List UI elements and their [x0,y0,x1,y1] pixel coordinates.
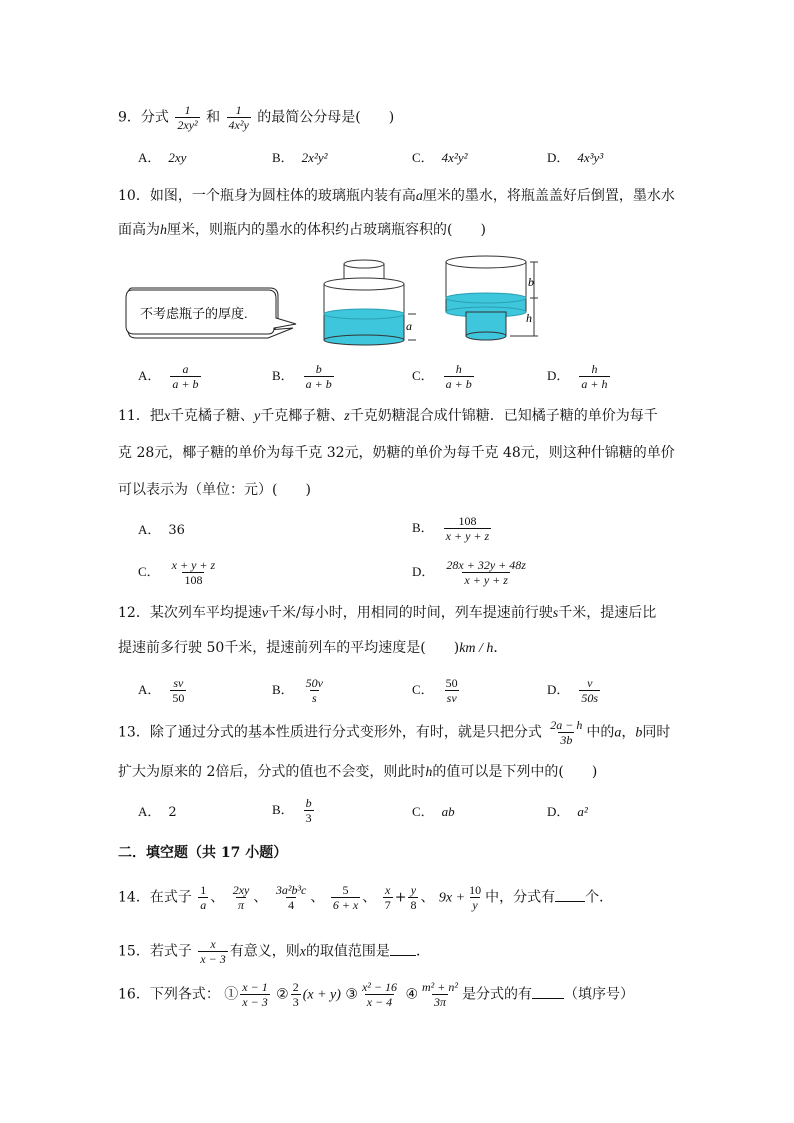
q10-bottle-figure [118,250,558,350]
svg-text:b: b [528,275,534,289]
q10-option-d[interactable]: D． $\frac{h}{a + h}$ [547,362,608,391]
q13-frac: $\frac{2a - h}{3b}$ [550,718,583,747]
q9-option-a[interactable]: A． 2xy [138,150,187,165]
q16-stem: 16．下列各式： ① $\frac{x - 1}{x - 3}$ ② $\frac{2}{3}$ (x + y) ③ $\frac{\text{x² − 16}}{x - 4}$ ④ $\frac{\text{m² + n²}}{3\pi}$ 是分式的有 （填序号） [118,980,634,1009]
q11-stem-line1: 11．把x千克橘子糖、y千克椰子糖、z千克奶糖混合成什锦糖．已知橘子糖的单价为每千 [118,408,658,424]
q14-stem: 14．在式子 $\frac{1}{a}$ 、 $\frac{2xy}{\pi}$ 、 $\frac{\text{3a²b³c}}{4}$ 、 $\frac{5}{6 + x}$ 、 $\frac{x}{7}$ + $\frac{y}{8}$ 、 9x + $\frac{10}{y}$ 中，分式有 个． [118,883,614,912]
q12-stem-line1: 12．某次列车平均提速v千米/每小时，用相同的时间，列车提速前行驶s千米，提速后比 [118,605,657,621]
q9-frac1: $\frac{1}{\text{2xy²}}$ [177,103,198,132]
q15-stem: 15．若式子 $\frac{x}{x - 3}$ 有意义，则x的取值范围是 ． [118,937,430,966]
q11-option-a[interactable]: A． 36 [138,522,185,538]
q10-option-a[interactable]: A． $\frac{a}{a + b}$ [138,362,199,391]
q13-option-d[interactable]: D． a² [547,804,588,819]
q13-option-c[interactable]: C． ab [412,804,455,819]
q11-stem-line3: 可以表示为（单位：元）( ) [118,482,311,498]
q9-frac2: $\frac{1}{\text{4x²y}}$ [228,103,249,132]
svg-text:h: h [526,311,532,325]
q10-option-b[interactable]: B． $\frac{b}{a + b}$ [272,362,332,391]
q9-stem: 9．分式 $\frac{1}{\text{2xy²}}$ 和 $\frac{1}{\text{4x²y}}$ 的最简公分母是( ) [118,103,395,132]
q13-stem-line1: 13．除了通过分式的基本性质进行分式变形外，有时，就是只把分式 $\frac{2a - h}{3b}$ 中的a，b同时 [118,718,671,747]
q13-option-b[interactable]: B． $\frac{b}{3}$ [272,796,312,825]
q11-option-d[interactable]: D． $\frac{28x + 32y + 48z}{x + y + z}$ [412,558,526,587]
q12-option-c[interactable]: C． $\frac{50}{sv}$ [412,676,458,705]
q12-option-a[interactable]: A． $\frac{sv}{50}$ [138,676,185,705]
bottle-upright [324,260,416,345]
q13-stem-line2: 扩大为原来的 2倍后，分式的值也不会变，则此时h的值可以是下列中的( ) [118,764,598,780]
q9-option-d[interactable]: D． 4x³y³ [547,150,604,165]
bottle-inverted [446,256,538,340]
section-heading-fill-in: 二．填空题（共 17 小题） [118,845,288,861]
q10-option-c[interactable]: C． $\frac{h}{a + b}$ [412,362,472,391]
q12-stem-line2: 提速前多行驶 50千米，提速前列车的平均速度是( )km / h． [118,640,508,656]
q13-option-a[interactable]: A． 2 [138,804,177,820]
q15-answer-blank[interactable] [390,943,416,956]
q10-stem-line2: 面高为h厘米，则瓶内的墨水的体积约占玻璃瓶容积的( ) [118,222,486,238]
svg-text:a: a [406,319,412,333]
q11-option-b[interactable]: B． $\frac{108}{x + y + z}$ [412,514,490,543]
q9-option-b[interactable]: B． 2x²y² [272,150,328,165]
q12-option-b[interactable]: B． $\frac{50v}{s}$ [272,676,323,705]
q10-stem-line1: 10．如图，一个瓶身为圆柱体的玻璃瓶内装有高a厘米的墨水，将瓶盖盖好后倒置，墨水水 [118,188,675,204]
q9-option-c[interactable]: C． 4x²y² [412,150,468,165]
q16-answer-blank[interactable] [532,986,564,999]
q14-answer-blank[interactable] [555,889,585,902]
q12-option-d[interactable]: D． $\frac{v}{50s}$ [547,676,599,705]
callout-text: 不考虑瓶子的厚度. [140,306,248,321]
q11-stem-line2: 克 28元，椰子糖的单价为每千克 32元，奶糖的单价为每千克 48元，则这种什锦糖的单价 [118,445,675,461]
q11-option-c[interactable]: C． $\frac{x + y + z}{108}$ [138,558,216,587]
